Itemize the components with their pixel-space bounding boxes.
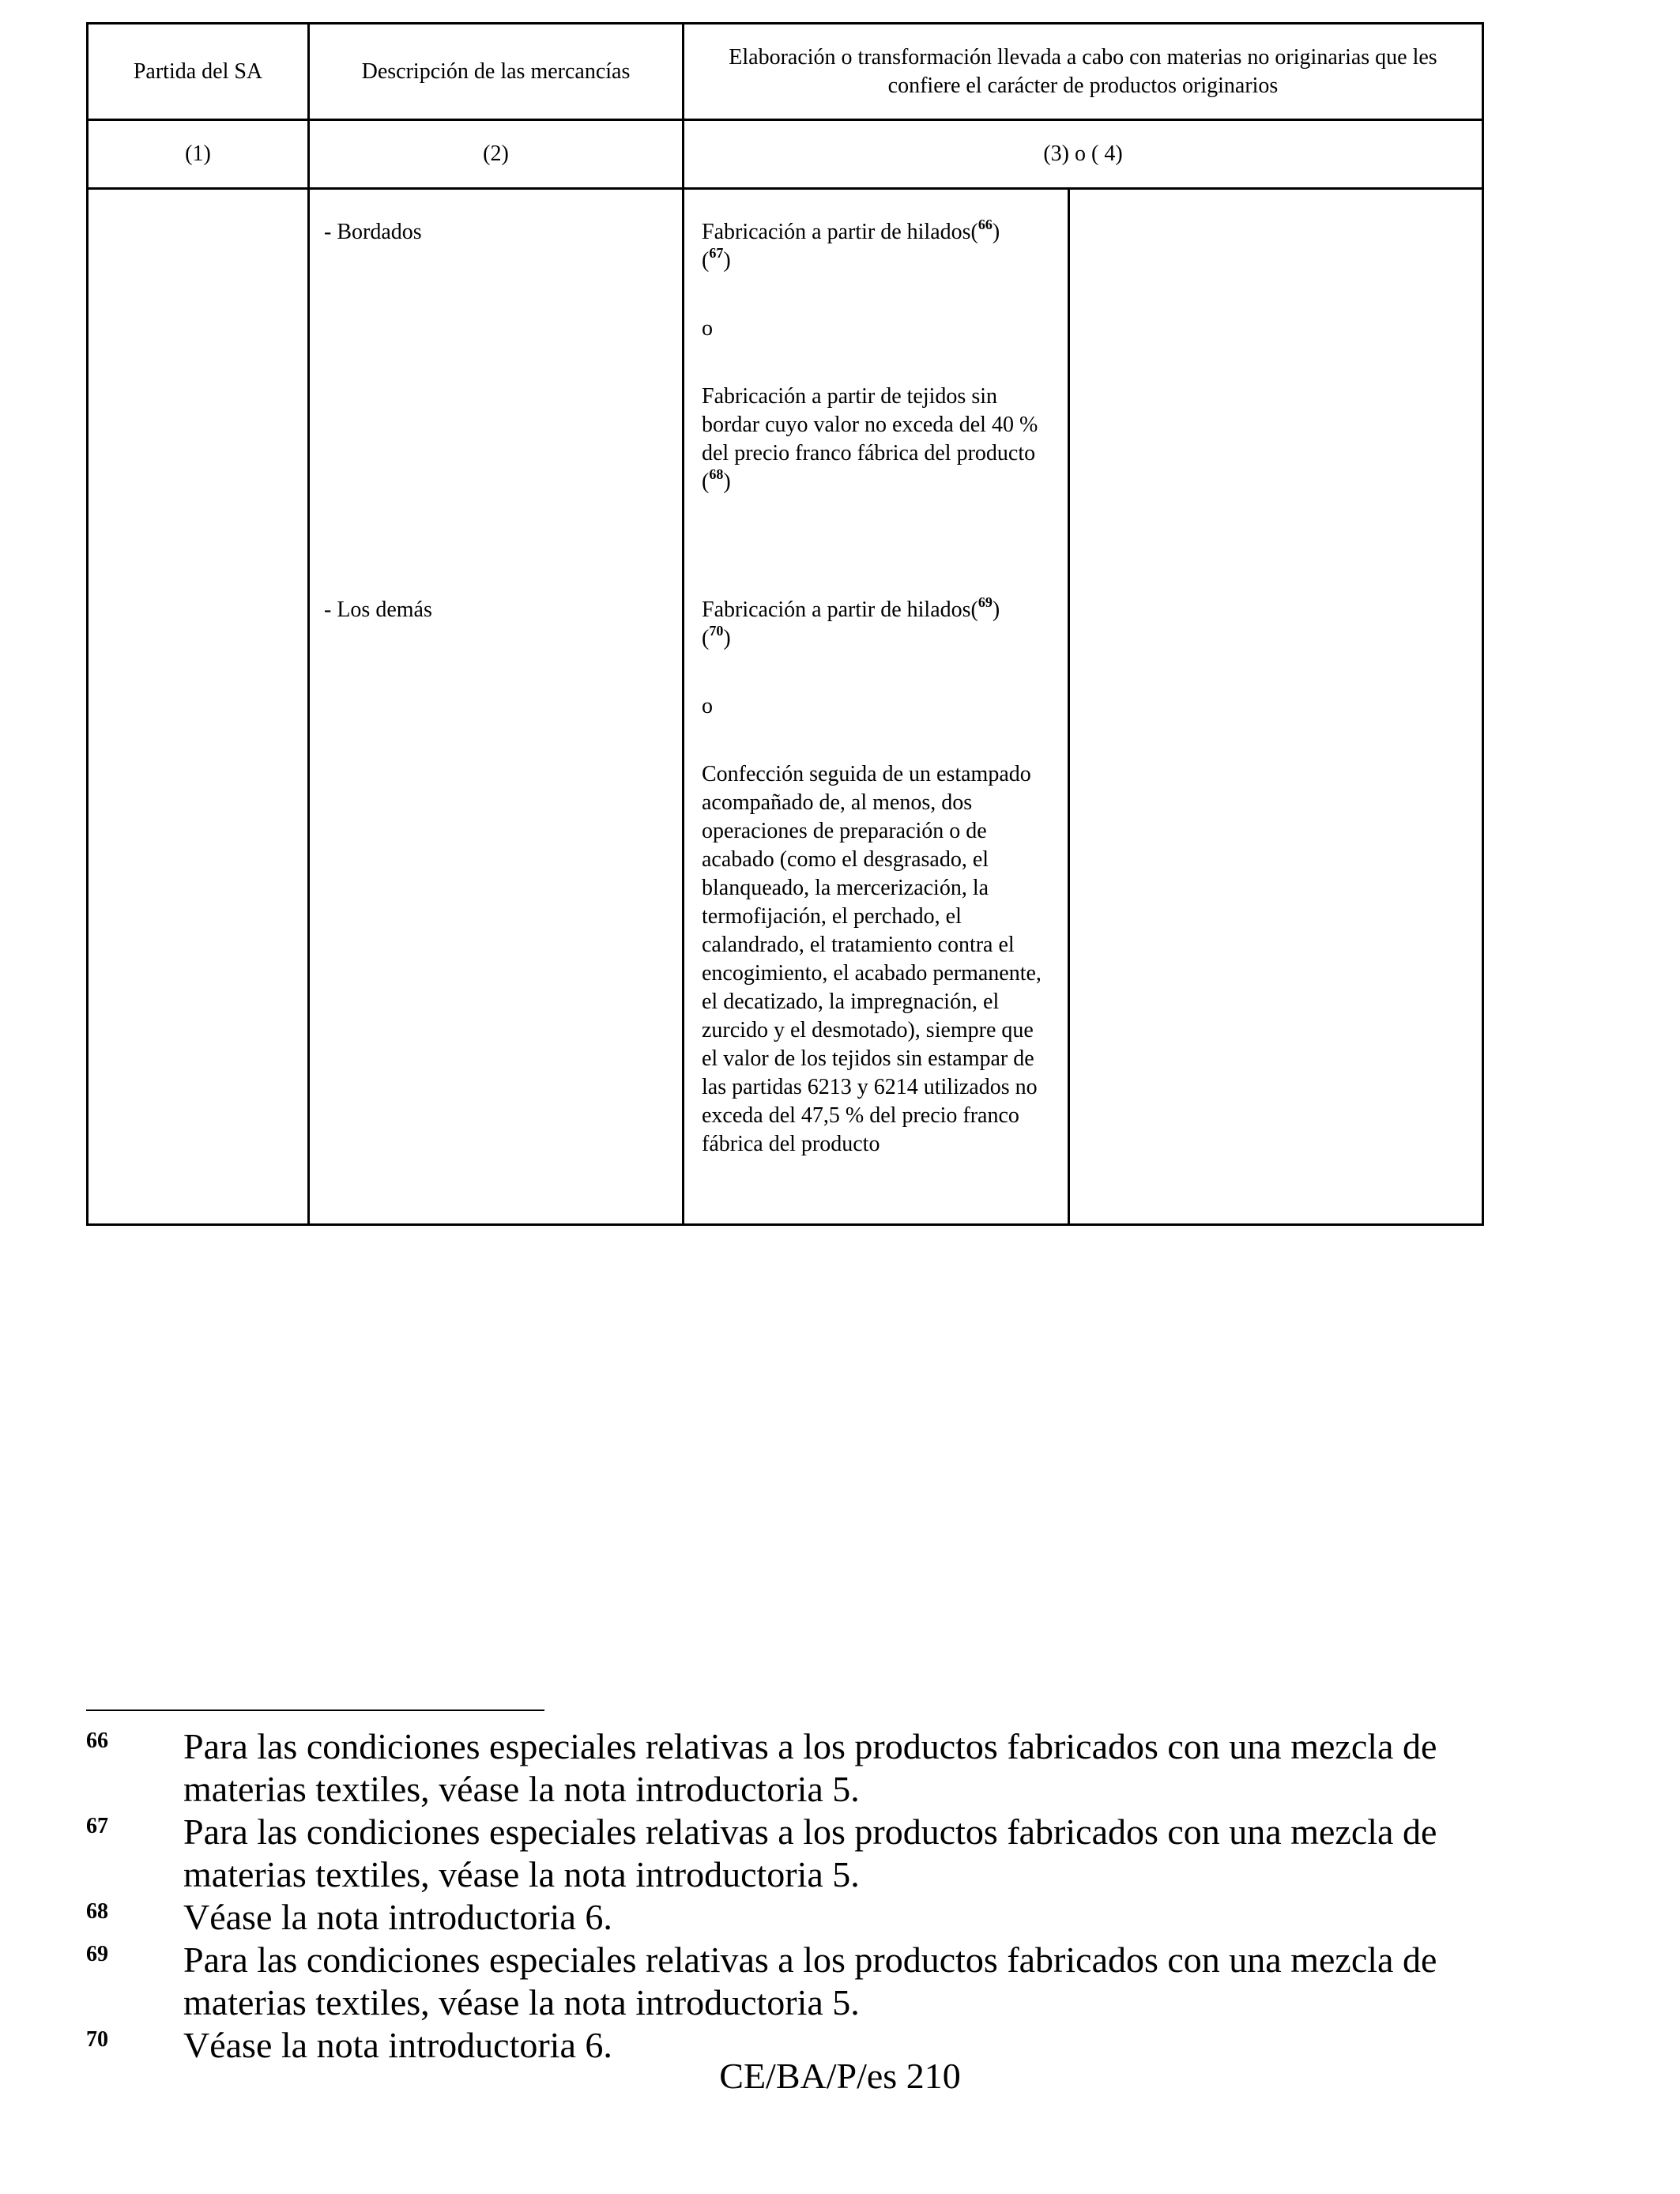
rule-item-other bbox=[684, 567, 1068, 1223]
footnote-ref[interactable]: 68 bbox=[709, 466, 724, 482]
rule-b: Fabricación a partir de tejidos sin bordar cuyo valor no exceda del 40 % del precio franco fábrica del producto ($^{68}$) bbox=[702, 384, 1038, 494]
header-hs-heading: Partida del SA bbox=[88, 24, 309, 120]
description-cell bbox=[309, 189, 684, 1225]
footnote-number: 70 bbox=[86, 2027, 108, 2052]
item-description: Bordados bbox=[337, 220, 422, 244]
header-working-processing bbox=[684, 24, 1483, 120]
subheader-col-1: (1) bbox=[88, 120, 309, 189]
table-subheader-row bbox=[88, 120, 1483, 189]
page-reference: CE/BA/P/es 210 bbox=[719, 2056, 961, 2096]
rule-a: Fabricación a partir de hilados($^{66}$) ($^{67}$) bbox=[702, 217, 1000, 273]
footnote-separator bbox=[86, 1710, 544, 1711]
rule-cell bbox=[684, 189, 1069, 1225]
alternative-rule-cell bbox=[1069, 189, 1483, 1225]
footnote-number: 67 bbox=[86, 1814, 108, 1838]
header-description: Descripción de las mercancías bbox=[309, 24, 684, 120]
table-header-row bbox=[88, 24, 1483, 120]
footnote-ref[interactable]: 69 bbox=[977, 594, 993, 610]
subheader-col-3-4: (3) o ( 4) bbox=[684, 120, 1483, 189]
dash-marker: - bbox=[324, 220, 332, 244]
footnote-item bbox=[86, 1725, 1485, 1811]
footnote-item bbox=[86, 1939, 1485, 2024]
rule-b: Confección seguida de un estampado acompañado de, al menos, dos operaciones de preparación o de acabado (como el desgrasado, el blanqueado, la mercerización, la termofijación, el perchado, el calandrado, el tratamiento contra el encogimiento, el acabado permanente, el decatizado, la impregnación, el zurcido y el desmotado), siempre que el valor de los tejidos sin estampar de las partidas 6213 y 6214 utilizados no exceda del 47,5 % del precio franco fábrica del producto bbox=[702, 762, 1042, 1156]
subheader-col-2: (2) bbox=[309, 120, 684, 189]
footnote-number: 66 bbox=[86, 1728, 108, 1753]
dash-marker: - bbox=[324, 598, 332, 622]
rules-of-origin-table bbox=[86, 22, 1484, 1226]
footnote-ref[interactable]: 67 bbox=[709, 245, 724, 261]
footnote-item bbox=[86, 1896, 1485, 1939]
footnote-text: Véase la nota introductoria 6. bbox=[183, 1897, 612, 1937]
footnote-number: 69 bbox=[86, 1942, 108, 1966]
rule-item-embroidered bbox=[684, 190, 1068, 567]
footnote-ref[interactable]: 70 bbox=[709, 623, 724, 639]
footnotes bbox=[86, 1725, 1485, 2067]
footnote-number: 68 bbox=[86, 1899, 108, 1924]
description-item-other bbox=[310, 567, 682, 1223]
footnote-text: Para las condiciones especiales relativas a los productos fabricados con una mezcla de materias textiles, véase la nota introductoria 5. bbox=[183, 1940, 1437, 2022]
header-working-processing-text: Elaboración o transformación llevada a cabo con materias no originarias que les confiere el carácter de productos originarios bbox=[729, 44, 1437, 98]
description-item-embroidered bbox=[310, 190, 682, 567]
rule-a: Fabricación a partir de hilados($^{69}$) ($^{70}$) bbox=[702, 594, 1000, 650]
rule-or: o bbox=[702, 694, 713, 718]
hs-heading-cell bbox=[88, 189, 309, 1225]
table-row bbox=[88, 189, 1483, 1225]
item-description: Los demás bbox=[337, 598, 432, 622]
rule-or: o bbox=[702, 316, 713, 341]
footnote-ref[interactable]: 66 bbox=[977, 217, 993, 232]
footnote-item bbox=[86, 1811, 1485, 1896]
footnote-text: Para las condiciones especiales relativas a los productos fabricados con una mezcla de materias textiles, véase la nota introductoria 5. bbox=[183, 1811, 1437, 1894]
footnote-text: Véase la nota introductoria 6. bbox=[183, 2025, 612, 2065]
footnote-text: Para las condiciones especiales relativas a los productos fabricados con una mezcla de materias textiles, véase la nota introductoria 5. bbox=[183, 1726, 1437, 1809]
